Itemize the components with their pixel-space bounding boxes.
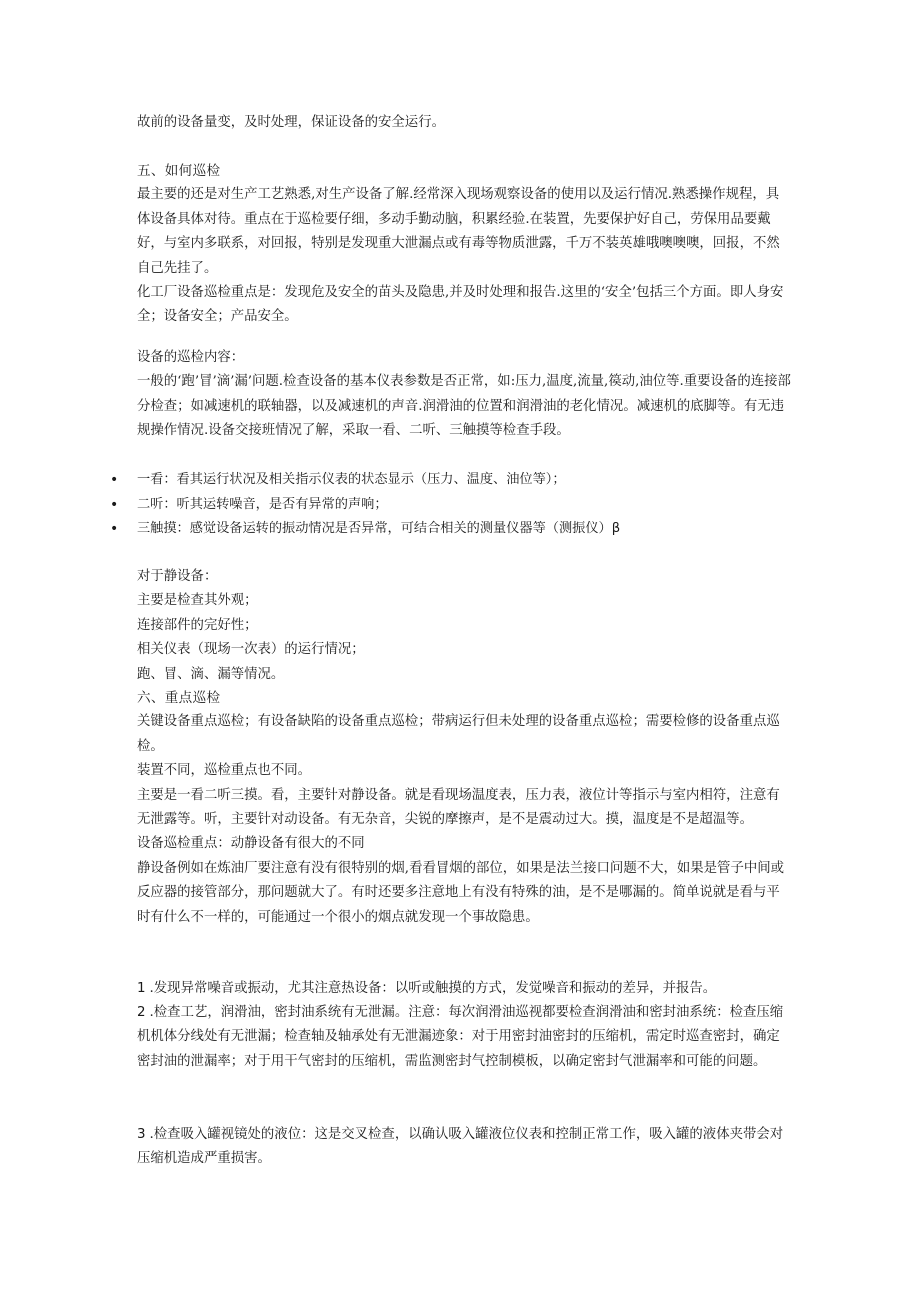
- section-6-paragraph-1: 关键设备重点巡检；有设备缺陷的设备重点巡检；带病运行但未处理的设备重点巡检；需要检修的设备重点巡检。: [137, 714, 780, 754]
- item-text: .发现异常噪音或振动，尤其注意热设备：以听或触摸的方式，发觉噪音和振动的差异，并报告。: [149, 981, 717, 996]
- static-equipment-line: 相关仪表（现场一次表）的运行情况；: [137, 642, 365, 658]
- intro-line: 故前的设备量变，及时处理，保证设备的安全运行。: [137, 115, 445, 130]
- section-6-paragraph-2: 装置不同，巡检重点也不同。: [137, 763, 312, 779]
- inspection-content: [137, 346, 792, 444]
- item-number: 2: [137, 1005, 146, 1020]
- check-method-list: [108, 468, 808, 542]
- section-6-heading: 六、重点巡检: [137, 690, 221, 706]
- numbered-item-1: [137, 977, 792, 1001]
- inspection-content-title: 设备的巡检内容：: [137, 350, 245, 365]
- section-6-paragraph-3: 主要是一看二听三摸。看，主要针对静设备。就是看现场温度表，压力表，液位计等指示与室内相符，注意有无泄露等。听，主要针对动设备。有无杂音，尖锐的摩擦声，是不是震动过大。摸，温度是不是超温等。: [137, 787, 780, 828]
- list-item: • 二听：听其运转噪音，是否有异常的声响；: [108, 493, 808, 518]
- list-item: • 三触摸：感觉设备运转的振动情况是否异常，可结合相关的测量仪器等（测振仪）β: [108, 517, 808, 542]
- static-equipment-line: 连接部件的完好性；: [137, 617, 258, 633]
- section-6-paragraph-4: 设备巡检重点：动静设备有很大的不同: [137, 836, 365, 852]
- static-equipment-line: 跑、冒、滴、漏等情况。: [137, 666, 285, 682]
- section-5-paragraph-2: 化工厂设备巡检重点是：发现危及安全的苗头及隐患,并及时处理和报告.这里的‘安全’包括三个方面。即人身安全；设备安全；产品安全。: [137, 285, 784, 325]
- static-equipment: [137, 565, 792, 687]
- section-6-paragraph-5: 静设备例如在炼油厂要注意有没有很特别的烟,看看冒烟的部位，如果是法兰接口问题不大，如果是管子中间或反应器的接管部分，那问题就大了。有时还要多注意地上有没有特殊的油，是不是哪漏的。简单说就是看与平时有什么不一样的，可能通过一个很小的烟点就发现一个事故隐患。: [137, 860, 785, 925]
- static-equipment-line: 主要是检查其外观；: [137, 593, 258, 609]
- section-6: [137, 686, 792, 930]
- section-5: [137, 159, 792, 330]
- numbered-item-2: [137, 1001, 792, 1074]
- list-item: • 一看：看其运行状况及相关指示仪表的状态显示（压力、温度、油位等）；: [108, 468, 808, 493]
- bullet-icon: •: [110, 472, 119, 488]
- item-number: 1: [137, 981, 146, 996]
- inspection-content-paragraph: 一般的‘跑’冒’滴’漏’问题.检查设备的基本仪表参数是否正常，如:压力,温度,流量,篌动,油位等.重要设备的连接部分检查；如减速机的联轴器，以及减速机的声音.润滑油的位置和润滑油的老化情况。减速机的底脚等。有无违规操作情况.设备交接班情况了解，采取一看、二听、三触摸等检查手段。: [137, 374, 791, 439]
- bullet-icon: •: [110, 521, 119, 537]
- item-text: .检查吸入罐视镜处的液位：这是交叉检查，以确认吸入罐液位仪表和控制正常工作，吸入罐的液体夹带会对压缩机造成严重损害。: [137, 1127, 784, 1167]
- section-5-heading: 五、如何巡检: [137, 163, 221, 179]
- static-equipment-line: 对于静设备：: [137, 569, 218, 584]
- numbered-item-3: [137, 1123, 792, 1172]
- section-5-paragraph-1: 最主要的还是对生产工艺熟悉,对生产设备了解.经常深入现场观察设备的使用以及运行情况.熟悉操作规程，具体设备具体对待。重点在于巡检要仔细，多动手勤动脑，积累经验.在装置，先要保护好自己，劳保用品要戴好，与室内多联系，对回报，特别是发现重大泄漏点或有毒等物质泄露，千万不装英雄哦噢噢噢，回报，不然自己先挂了。: [137, 187, 780, 276]
- item-number: 3: [137, 1127, 146, 1142]
- item-text: .检查工艺，润滑油，密封油系统有无泄漏。注意：每次润滑油巡视都要检查润滑油和密封油系统：检查压缩机机体分线处有无泄漏；检查轴及轴承处有无泄漏迹象：对于用密封油密封的压缩机，需定时巡查密封，确定密封油的泄漏率；对于用干气密封的压缩机，需监测密封气控制模板，以确定密封气泄漏率和可能的问题。: [137, 1005, 784, 1069]
- bullet-icon: •: [110, 496, 119, 513]
